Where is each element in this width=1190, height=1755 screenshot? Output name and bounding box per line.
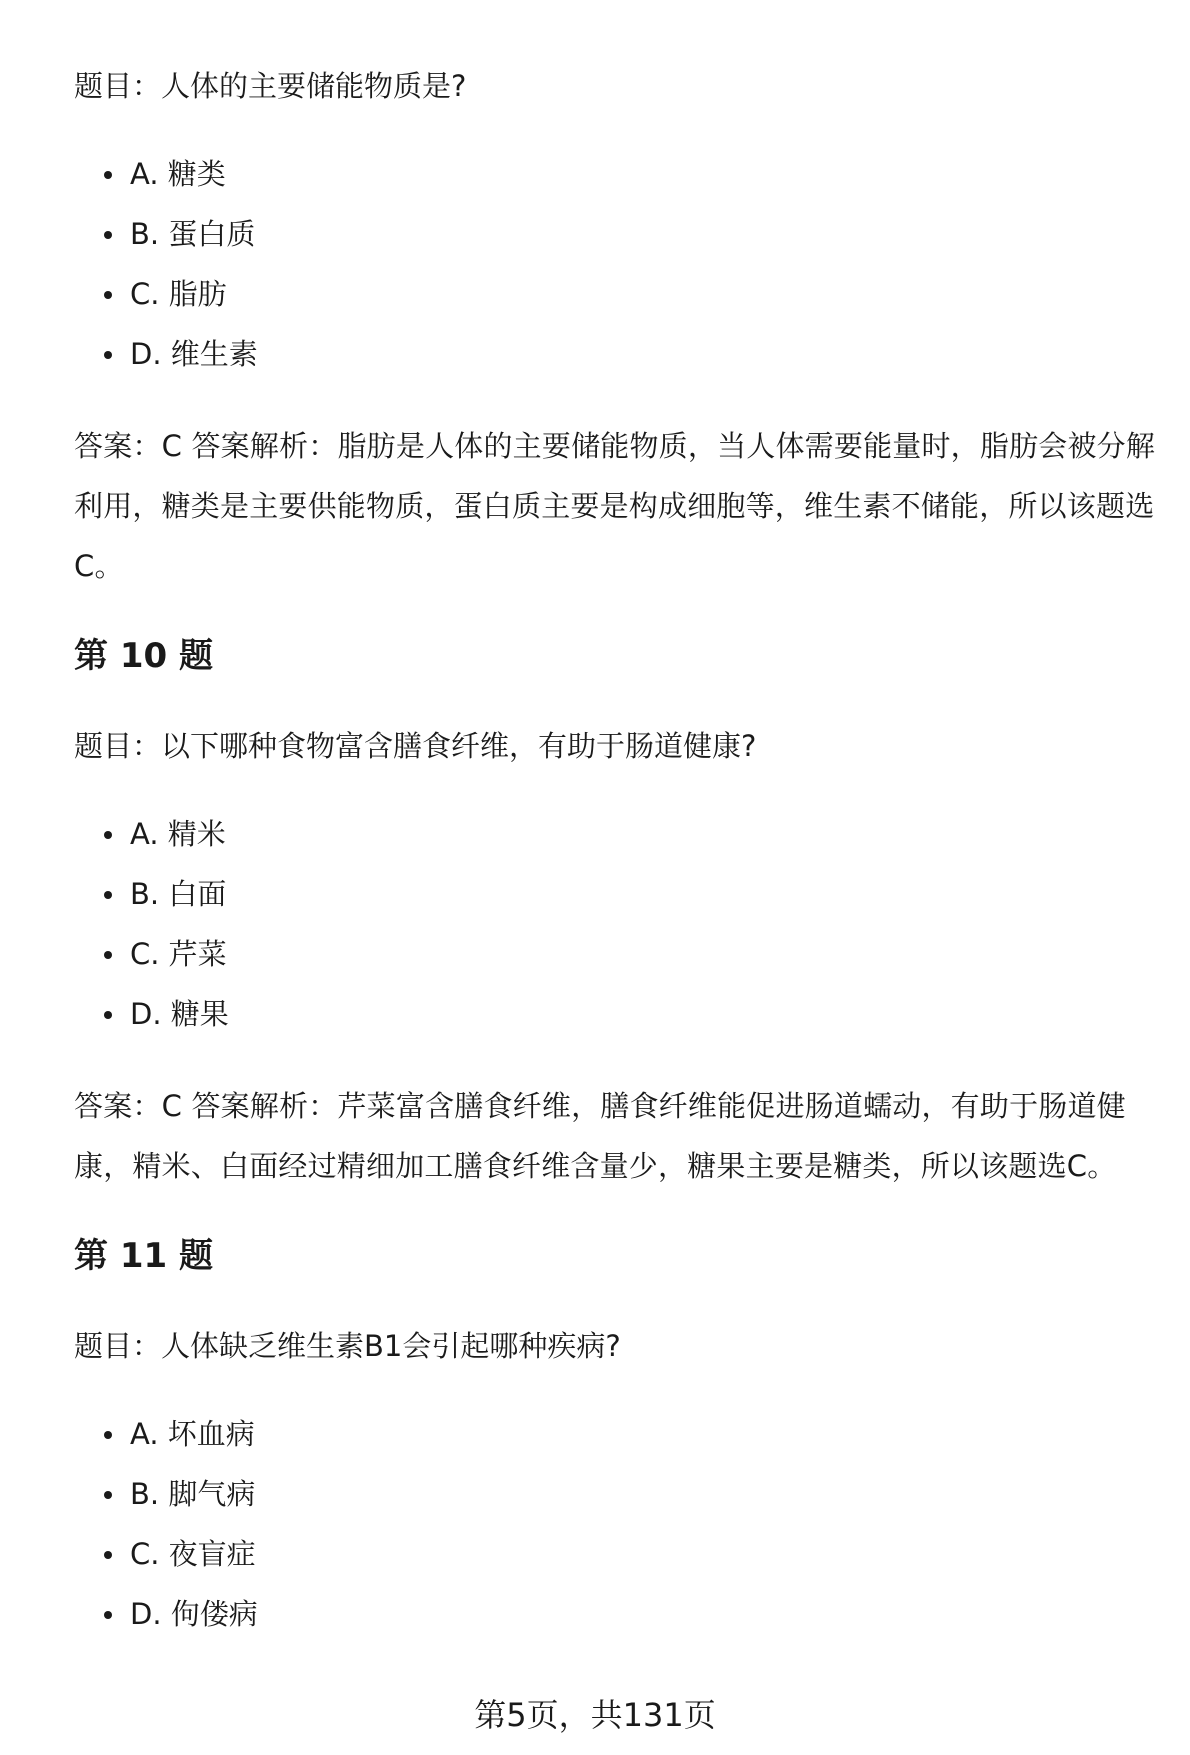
option-item: [130, 924, 1164, 984]
option-label: B. 蛋白质: [130, 217, 256, 251]
option-item: [130, 144, 1164, 204]
page-number-footer: 第5页，共131页: [474, 1696, 716, 1734]
question-10-heading: 第 10 题: [74, 636, 213, 676]
option-label: D. 佝偻病: [130, 1597, 258, 1631]
bullet-icon: [104, 231, 112, 239]
option-item: [130, 864, 1164, 924]
bullet-icon: [104, 171, 112, 179]
option-item: [130, 1404, 1164, 1464]
bullet-icon: [104, 831, 112, 839]
option-item: [130, 1524, 1164, 1584]
bullet-icon: [104, 291, 112, 299]
option-label: D. 维生素: [130, 337, 258, 371]
option-item: [130, 804, 1164, 864]
option-item: [130, 1464, 1164, 1524]
bullet-icon: [104, 1491, 112, 1499]
option-item: [130, 1584, 1164, 1644]
bullet-icon: [104, 1551, 112, 1559]
bullet-icon: [104, 351, 112, 359]
question-10-answer: 答案：C 答案解析：芹菜富含膳食纤维，膳食纤维能促进肠道蠕动，有助于肠道健康，精米、白面经过精细加工膳食纤维含量少，糖果主要是糖类，所以该题选C。: [74, 1089, 1126, 1183]
option-item: [130, 984, 1164, 1044]
option-item: [130, 204, 1164, 264]
bullet-icon: [104, 891, 112, 899]
option-label: C. 脂肪: [130, 277, 227, 311]
option-label: D. 糖果: [130, 997, 229, 1031]
option-label: B. 脚气病: [130, 1477, 256, 1511]
page-content: [74, 56, 1164, 1676]
question-10-options: [74, 804, 1164, 1044]
option-label: C. 芹菜: [130, 937, 227, 971]
option-label: B. 白面: [130, 877, 227, 911]
bullet-icon: [104, 951, 112, 959]
option-item: [130, 264, 1164, 324]
bullet-icon: [104, 1431, 112, 1439]
question-9-options: [74, 144, 1164, 384]
bullet-icon: [104, 1611, 112, 1619]
question-9-answer: 答案：C 答案解析：脂肪是人体的主要储能物质，当人体需要能量时，脂肪会被分解利用，糖类是主要供能物质，蛋白质主要是构成细胞等，维生素不储能，所以该题选C。: [74, 429, 1156, 583]
option-item: [130, 324, 1164, 384]
option-label: A. 精米: [130, 817, 226, 851]
question-10-text: 题目：以下哪种食物富含膳食纤维，有助于肠道健康?: [74, 729, 757, 763]
question-11-heading: 第 11 题: [74, 1236, 213, 1276]
bullet-icon: [104, 1011, 112, 1019]
option-label: C. 夜盲症: [130, 1537, 256, 1571]
option-label: A. 坏血病: [130, 1417, 255, 1451]
question-9-text: 题目：人体的主要储能物质是?: [74, 69, 467, 103]
option-label: A. 糖类: [130, 157, 226, 191]
question-11-options: [74, 1404, 1164, 1644]
question-11-text: 题目：人体缺乏维生素B1会引起哪种疾病?: [74, 1329, 621, 1363]
